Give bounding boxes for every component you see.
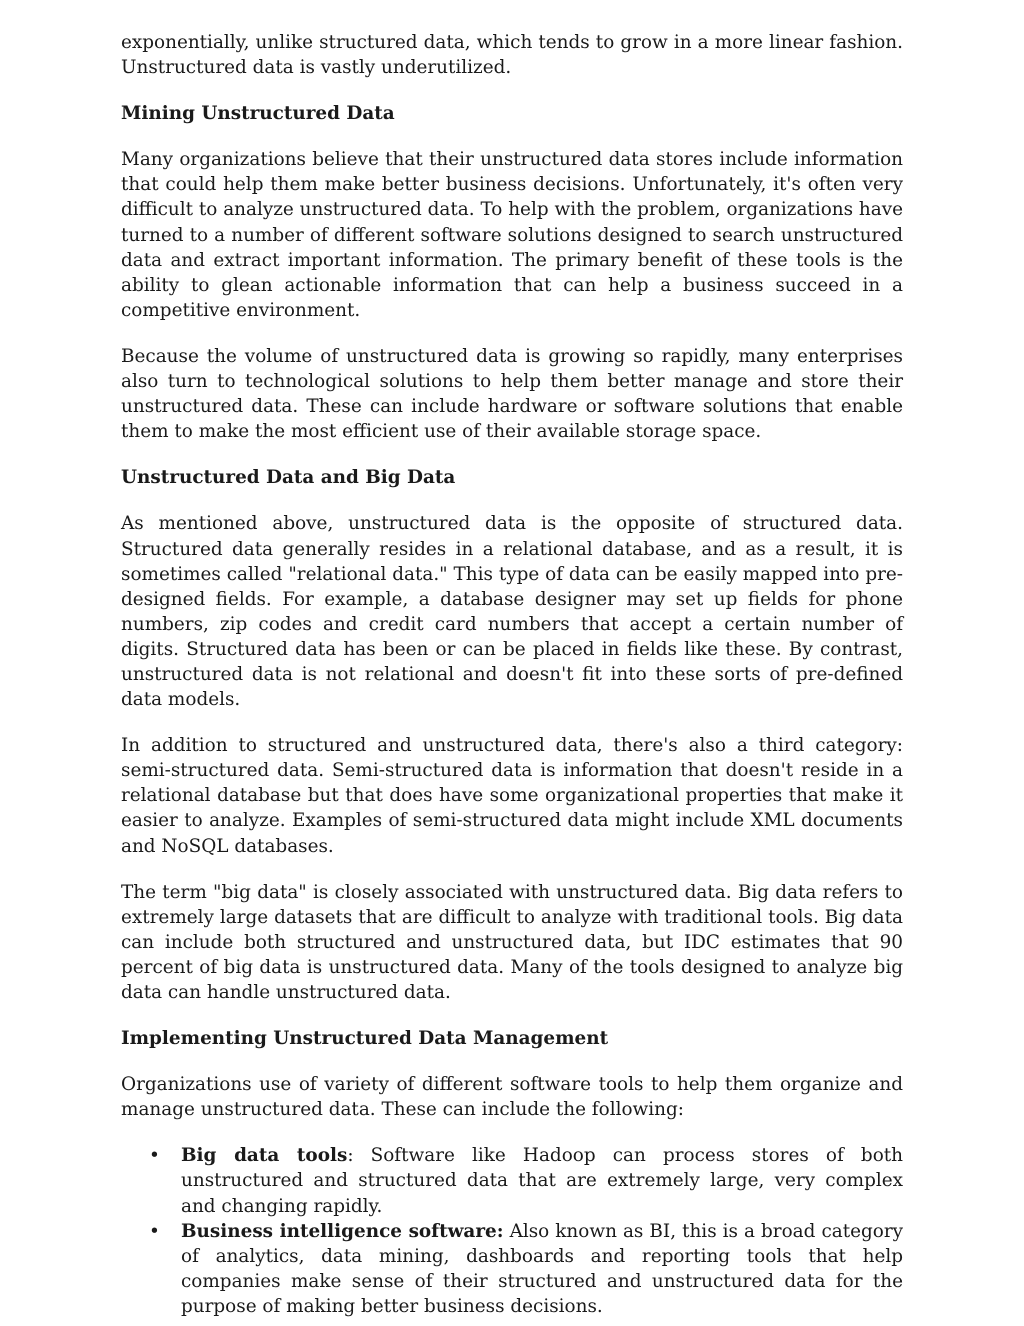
implementing-paragraph-1: Organizations use of variety of different software tools to help them organize and manage unstructured data. These can include the following:	[121, 1074, 903, 1121]
big-data-paragraph-3: The term "big data" is closely associated with unstructured data. Big data refers to extremely large datasets that are difficult to analyze with traditional tools. Big data can include both structured and unstructured data, but IDC estimates that 90 percent of big data is unstructured data. Many of the tools designed to analyze big data can handle unstructured data.	[121, 881, 903, 1003]
bullet-icon: •	[149, 1145, 160, 1167]
list-item-text: Software like Hadoop can process stores of both unstructured and structured data that are extremely large, very complex and changing rapidly.	[181, 1145, 904, 1217]
mining-paragraph-1: Many organizations believe that their unstructured data stores include information that could help them make better business decisions. Unfortunately, it's often very difficult to analyze unstructured data. To help with the problem, organizations have turned to a number of different software solutions designed to search unstructured data and extract important information. The primary benefit of these tools is the ability to glean actionable information that can help a business succeed in a competitive environment.	[121, 149, 903, 321]
big-data-paragraph-2: In addition to structured and unstructured data, there's also a third category: semi-structured data. Semi-structured data is information that doesn't reside in a relational database but that does have some organizational properties that make it easier to analyze. Examples of semi-structured data might include XML documents and NoSQL databases.	[121, 735, 903, 857]
section-heading-big-data: Unstructured Data and Big Data	[121, 467, 456, 489]
tools-list	[121, 1143, 903, 1319]
document-page	[121, 30, 903, 1319]
section-heading-implementing: Implementing Unstructured Data Management	[121, 1028, 609, 1050]
list-item	[121, 1219, 903, 1319]
list-item-text: Also known as BI, this is a broad category of analytics, data mining, dashboards and reporting tools that help companies make sense of their structured and unstructured data for the purpose of making better business decisions.	[181, 1220, 904, 1317]
mining-paragraph-2: Because the volume of unstructured data is growing so rapidly, many enterprises also turn to technological solutions to help them better manage and store their unstructured data. These can include hardware or software solutions that enable them to make the most efficient use of their available storage space.	[121, 345, 903, 443]
list-item	[121, 1143, 903, 1218]
section-heading-mining: Mining Unstructured Data	[121, 103, 395, 125]
big-data-paragraph-1: As mentioned above, unstructured data is the opposite of structured data. Structured data generally resides in a relational database, and as a result, it is sometimes called "relational data." This type of data can be easily mapped into pre-designed fields. For example, a database designer may set up fields for phone numbers, zip codes and credit card numbers that accept a certain number of digits. Structured data has been or can be placed in fields like these. By contrast, unstructured data is not relational and doesn't fit into these sorts of pre-defined data models.	[121, 513, 903, 711]
list-item-separator: :	[347, 1145, 354, 1167]
intro-continuation-paragraph: exponentially, unlike structured data, which tends to grow in a more linear fashion. Unstructured data is vastly underutilized.	[121, 32, 903, 79]
list-item-term: Business intelligence software:	[181, 1220, 504, 1242]
bullet-icon: •	[149, 1220, 160, 1242]
list-item-term: Big data tools	[181, 1145, 348, 1167]
